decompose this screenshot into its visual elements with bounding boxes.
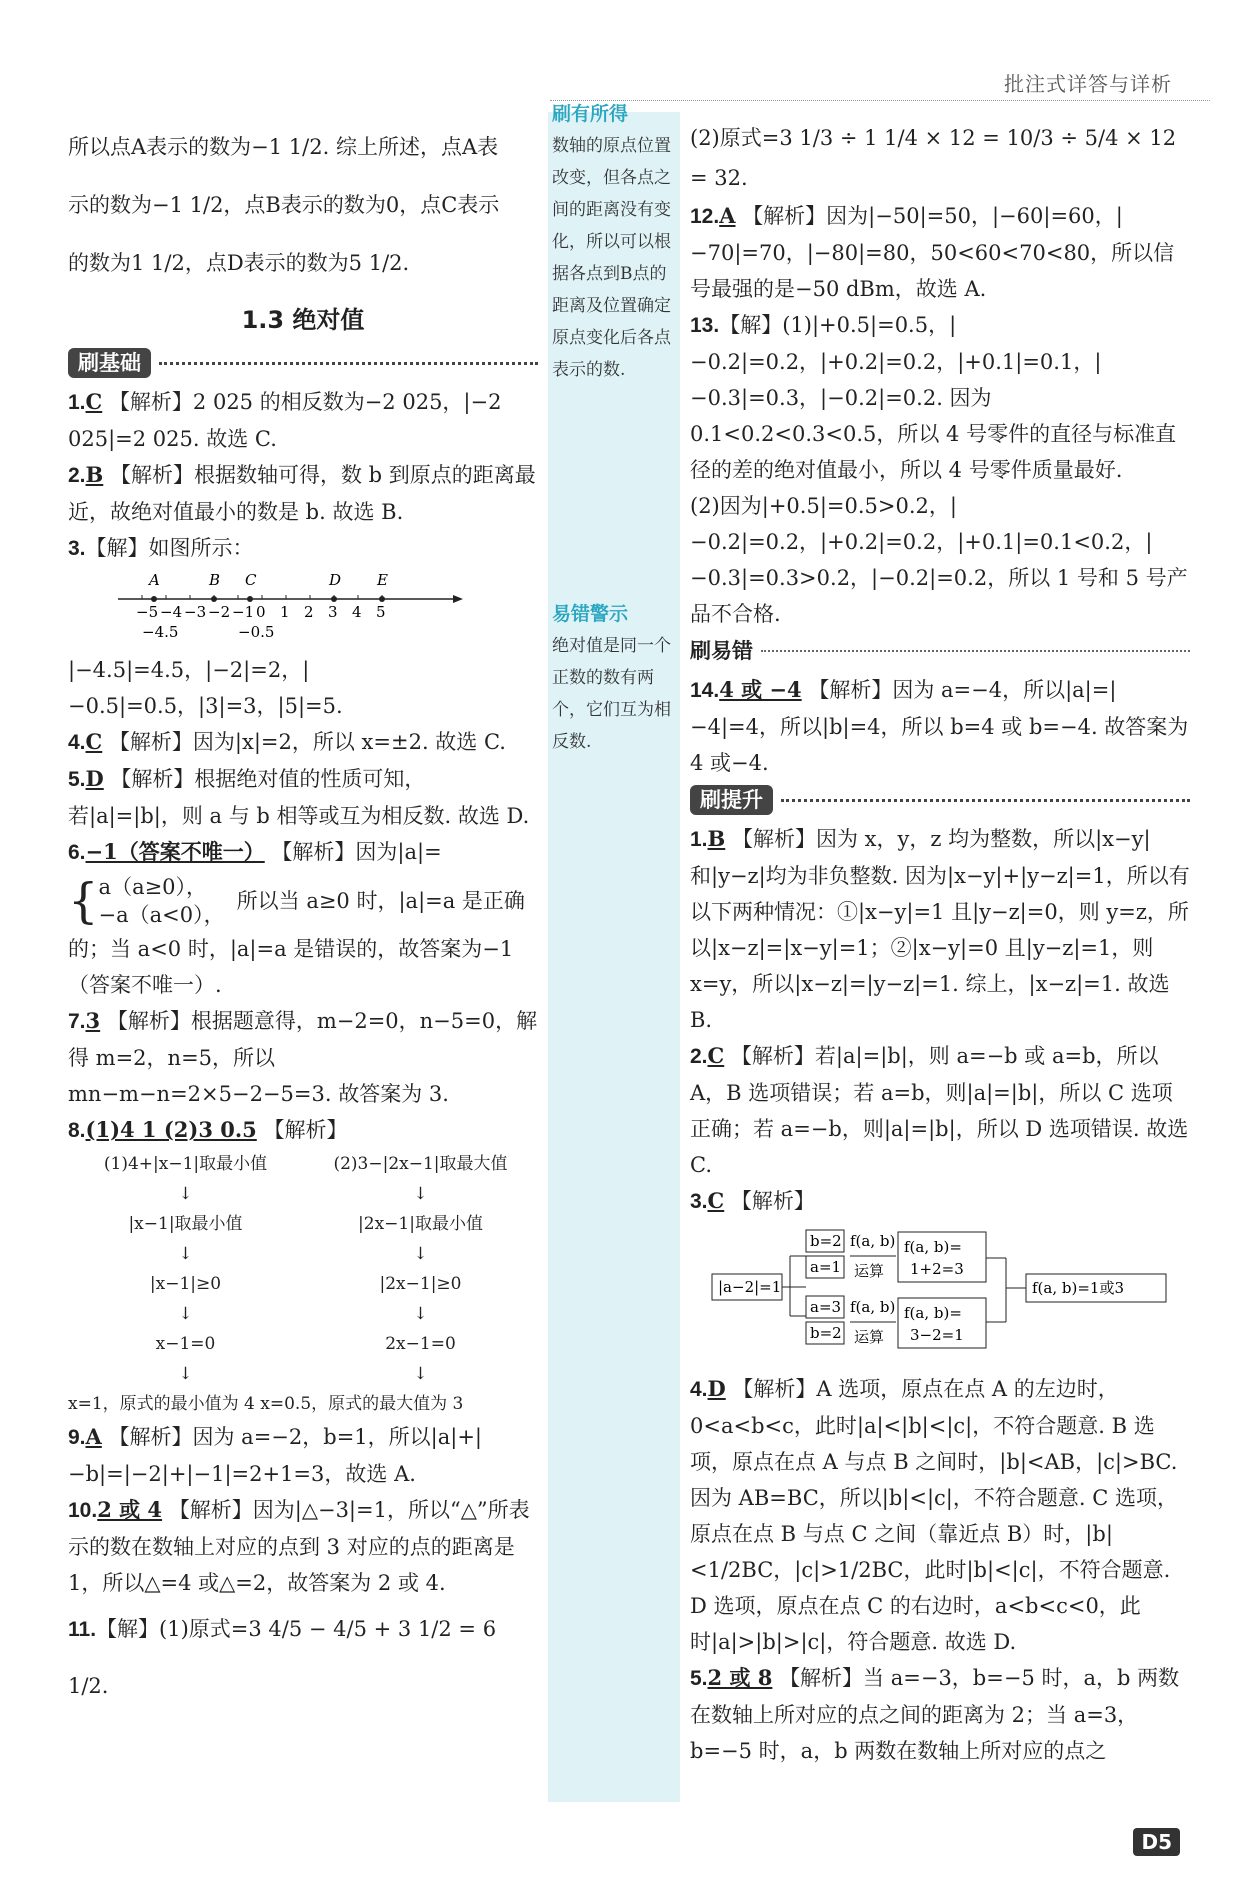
tick-label: −5 (136, 603, 159, 621)
question-6: 6.−1（答案不唯一） 【解析】因为|a|= (68, 839, 442, 864)
svg-text:运算: 运算 (854, 1262, 885, 1280)
question-12: 12.A 【解析】因为|−50|=50，|−60|=60，|−70|=70，|−80|=80，50<60<70<80，所以信号最强的是−50 dBm，故选 A. (690, 203, 1175, 301)
svg-text:f(a, b)=1或3: f(a, b)=1或3 (1032, 1279, 1124, 1297)
svg-text:f(a, b): f(a, b) (850, 1232, 896, 1250)
question-9: 9.A 【解析】因为 a=−2，b=1，所以|a|+|−b|=|−2|+|−1|=2+1=3，故选 A. (68, 1424, 482, 1486)
left-column (68, 118, 538, 1714)
band-basic-label: 刷基础 (68, 348, 151, 378)
tick-label: 5 (376, 603, 386, 621)
question-2: 2.B 【解析】根据数轴可得，数 b 到原点的距离最近，故绝对值最小的数是 b. 故选 B. (68, 462, 536, 524)
note-2-text: 绝对值是同一个正数的数有两个，它们互为相反数. (552, 636, 671, 752)
question-8: 8.(1)4 1 (2)3 0.5 【解析】 (68, 1117, 348, 1142)
question-5: 5.D 【解析】根据绝对值的性质可知，若|a|=|b|，则 a 与 b 相等或互为相反数. 故选 D. (68, 766, 530, 828)
point-E (379, 596, 385, 602)
advanced-question-3: 3.C 【解析】 (690, 1188, 815, 1213)
question-4: 4.C 【解析】因为|x|=2，所以 x=±2. 故选 C. (68, 729, 506, 754)
svg-text:f(a, b): f(a, b) (850, 1298, 896, 1316)
svg-text:1+2=3: 1+2=3 (910, 1260, 964, 1278)
page-number: D5 (1133, 1828, 1180, 1856)
question-6-rest: 的；当 a<0 时，|a|=a 是错误的，故答案为−1（答案不唯一）. (68, 937, 514, 997)
question-14: 14.4 或 −4 【解析】因为 a=−4，所以|a|=|−4|=4，所以|b|=4，所以 b=4 或 b=−4. 故答案为 4 或−4. (690, 677, 1189, 775)
point-C (247, 596, 253, 602)
point-label: A (149, 571, 160, 589)
svg-text:|a−2|=1: |a−2|=1 (718, 1278, 782, 1296)
below-label: −0.5 (238, 623, 275, 641)
intro-line-1: 所以点A表示的数为−1 1/2. 综上所述，点A表 (68, 135, 499, 159)
below-label: −4.5 (142, 623, 179, 641)
question-3: 3.【解】如图所示： (68, 536, 254, 560)
point-label: E (377, 571, 388, 589)
number-line-diagram (118, 567, 478, 641)
advanced-question-2: 2.C 【解析】若|a|=|b|，则 a=−b 或 a=b，所以 A，B 选项错误；若 a=b，则|a|=|b|，所以 C 选项正确；若 a=−b，则|a|=|b|，所以 D 选项错误. 故选 C. (690, 1043, 1189, 1177)
right-column (690, 118, 1190, 1769)
note-2 (552, 598, 676, 758)
point-A (151, 596, 157, 602)
svg-text:b=2: b=2 (810, 1324, 842, 1342)
svg-text:a=3: a=3 (810, 1298, 842, 1316)
point-label: D (329, 571, 342, 589)
svg-text:3−2=1: 3−2=1 (910, 1326, 964, 1344)
advanced-question-5: 5.2 或 8 【解析】当 a=−3，b=−5 时，a，b 两数在数轴上所对应的点之间的距离为 2；当 a=3，b=−5 时，a，b 两数在数轴上所对应的点之 (690, 1665, 1180, 1763)
band-mistakes-label: 刷易错 (690, 636, 753, 666)
intro-line-3: 的数为1 1/2，点D表示的数为5 1/2. (68, 251, 410, 275)
tick-label: 0 (256, 603, 266, 621)
note-1-title: 刷有所得 (552, 103, 629, 125)
page-header-title: 批注式详答与详析 (1004, 72, 1172, 96)
svg-text:f(a, b)=: f(a, b)= (904, 1238, 962, 1256)
question-8-flow: (1)4+|x−1|取最小值 ↓ |x−1|取最小值 ↓ |x−1|≥0 ↓ x−1=0 ↓ (2)3−|2x−1|取最大值 ↓ |2x−1|取最小值 ↓ |2x−1|≥0 ↓ 2x−1=0 ↓ (103, 1154, 508, 1384)
advanced-question-4: 4.D 【解析】A 选项，原点在点 A 的左边时，0<a<b<c，此时|a|<|b|<|c|，不符合题意. B 选项，原点在点 A 与点 B 之间时，|b|<AB，|c|>BC. 因为 AB=BC，所以|b|<|c|，不符合题意. C 选项，原点在点 B 与点 C 之间（靠近点 B）时，|b|<1/2BC，|c|>1/2BC，此时|b|<|c|，不符合题意. D 选项，原点在点 C 的右边时，a<b<c<0，此时|a|>|b|>|c|，符合题意. 故选 D. (690, 1376, 1178, 1654)
band-mistakes (690, 636, 1190, 666)
question-13: 13.【解】(1)|+0.5|=0.5，|−0.2|=0.2，|+0.2|=0.2，|+0.1|=0.1，|−0.3|=0.3，|−0.2|=0.2. 因为 0.1<0.2<0.3<0.5，所以 4 号零件的直径与标准直径的差的绝对值最小，所以 4 号零件质量最好. (690, 313, 1177, 482)
question-8-final: x=1，原式的最小值为 4 x=0.5，原式的最大值为 3 (68, 1394, 464, 1414)
tick-label: 3 (328, 603, 338, 621)
svg-text:运算: 运算 (854, 1328, 885, 1346)
question-11: 11.【解】(1)原式=3 4/5 − 4/5 + 3 1/2 = 6 1/2. (68, 1617, 497, 1698)
note-1 (552, 98, 676, 386)
tick-label: −3 (184, 603, 207, 621)
question-13-part2: (2)因为|+0.5|=0.5>0.2，|−0.2|=0.2，|+0.2|=0.2，|+0.1|=0.1<0.2，|−0.3|=0.3>0.2，|−0.2|=0.2，所以 1 号和 5 号产品不合格. (690, 494, 1188, 626)
tick-label: 2 (304, 603, 314, 621)
note-2-title: 易错警示 (552, 603, 629, 625)
advanced-question-1: 1.B 【解析】因为 x，y，z 均为整数，所以|x−y|和|y−z|均为非负整数. 因为|x−y|+|y−z|=1，所以有以下两种情况：①|x−y|=1 且|y−z|=0，则 y=z，所以|x−z|=|x−y|=1；②|x−y|=0 且|y−z|=1，则 x=y，所以|x−z|=|y−z|=1. 综上，|x−z|=1. 故选 B. (690, 826, 1190, 1032)
question-11-part2: (2)原式=3 1/3 ÷ 1 1/4 × 12 = 10/3 ÷ 5/4 × 12 = 32. (690, 126, 1177, 190)
function-flow-diagram (710, 1226, 1180, 1350)
svg-text:a=1: a=1 (810, 1258, 842, 1276)
band-advanced-label: 刷提升 (690, 785, 773, 815)
point-label: B (209, 571, 221, 589)
tick-label: −1 (232, 603, 255, 621)
question-10: 10.2 或 4 【解析】因为|△−3|=1，所以“△”所表示的数在数轴上对应的点到 3 对应的点的距离是 1，所以△=4 或△=2，故答案为 2 或 4. (68, 1497, 530, 1595)
note-1-text: 数轴的原点位置改变，但各点之间的距离没有变化，所以可以根据各点到B点的距离及位置确定原点变化后各点表示的数. (552, 136, 671, 380)
tick-label: 1 (280, 603, 290, 621)
intro-line-2: 示的数为−1 1/2，点B表示的数为0，点C表示 (68, 193, 500, 217)
tick-label: −2 (208, 603, 231, 621)
question-3-result: |−4.5|=4.5，|−2|=2，|−0.5|=0.5，|3|=3，|5|=5. (68, 658, 343, 718)
band-advanced (690, 785, 1190, 815)
svg-text:f(a, b)=: f(a, b)= (904, 1304, 962, 1322)
question-7: 7.3 【解析】根据题意得，m−2=0，n−5=0，解得 m=2，n=5，所以 mn−m−n=2×5−2−5=3. 故答案为 3. (68, 1008, 538, 1106)
svg-text:b=2: b=2 (810, 1232, 842, 1250)
point-B (211, 596, 217, 602)
band-basic (68, 348, 538, 378)
question-1: 1.C 【解析】2 025 的相反数为−2 025，|−2 025|=2 025. 故选 C. (68, 389, 502, 451)
tick-label: −4 (160, 603, 183, 621)
tick-label: 4 (352, 603, 362, 621)
point-label: C (245, 571, 257, 589)
section-title: 1.3 绝对值 (241, 306, 365, 334)
question-6-cases: { a（a≥0）， −a（a<0）， 所以当 a≥0 时，|a|=a 是正确 (68, 873, 525, 929)
point-D (331, 596, 337, 602)
